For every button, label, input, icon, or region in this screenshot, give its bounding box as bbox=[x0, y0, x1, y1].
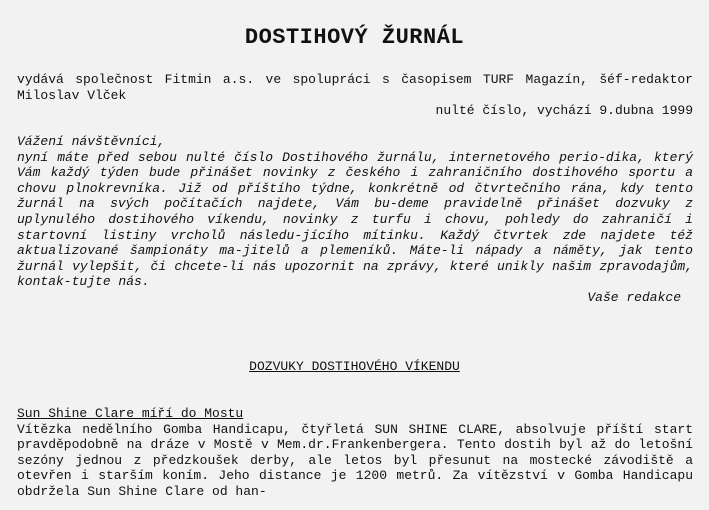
issue-line: nulté číslo, vychází 9.dubna 1999 bbox=[435, 103, 693, 118]
publisher-line: vydává společnost Fitmin a.s. ve spolupráci s časopisem TURF Magazín, šéf-redaktor Miloslav Vlček bbox=[17, 72, 693, 103]
letter-signature: Vaše redakce bbox=[587, 289, 681, 305]
article-headline: Sun Shine Clare míří do Mostu bbox=[17, 406, 244, 421]
letter-greeting: Vážení návštěvníci, bbox=[17, 134, 166, 149]
section-heading: DOZVUKY DOSTIHOVÉHO VÍKENDU bbox=[249, 359, 460, 374]
editorial-letter bbox=[17, 134, 693, 306]
article-body: Vítězka nedělního Gomba Handicapu, čtyřletá SUN SHINE CLARE, absolvuje příští start pravděpodobně na dráze v Mostě v Mem.dr.Frankenbergera. Tento dostih byl až do letošní sezóny jednou z předzkoušek derby, ale letos byl přesunut na mostecké závodiště a otevřen i starším koním. Jeho distance je 1200 metrů. Za vítězství v Gomba Handicapu obdržela Sun Shine Clare od han- bbox=[17, 421, 693, 499]
article bbox=[17, 406, 693, 500]
page-title: DOSTIHOVÝ ŽURNÁL bbox=[244, 24, 465, 50]
letter-body: nyní máte před sebou nulté číslo Dostihového žurnálu, internetového perio-dika, který Vám každý týden bude přinášet novinky z českého i zahraničního dostihového sportu a chovu plnokrevníka. Již od příštího týdne, konkrétně od čtvrtečního rána, kdy tento žurnál na svých počítačích najdete, Vám bu-deme pravidelně přinášet dozvuky z uplynulého dostihového víkendu, novinky z turfu i chovu, pohledy do zahraničí i startovní listiny vrcholů následu-jícího mítinku. Každý čtvrtek zde najdete též aktualizované šampionáty ma-jitelů a plemeníků. Máte-li nápady a náměty, jak tento žurnál vylepšit, či chcete-li nás upozornit na zprávy, které unikly našim zpravodajům, kontak-tujte nás. bbox=[17, 149, 693, 290]
